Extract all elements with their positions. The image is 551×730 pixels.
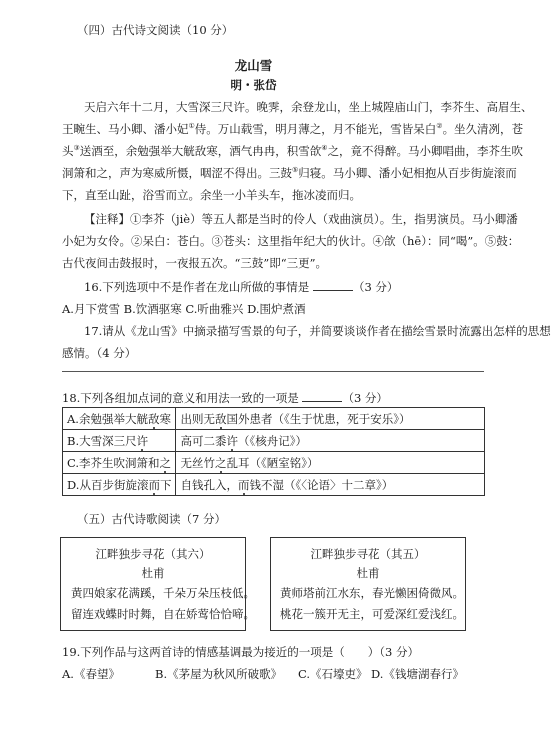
- q16-options: A.月下赏雪 B.饮酒驱寒 C.听曲雅兴 D.围炉煮酒: [62, 302, 306, 316]
- note-mark: ④: [321, 144, 328, 153]
- poem1-author: 杜甫: [141, 566, 165, 580]
- body-line-1: 天启六年十二月，大雪深三尺许。晚霁，余登龙山，坐上城隍庙山门，李芥生、高眉生、: [84, 100, 533, 114]
- table-cell: A.余勉强举大觥敌寒: [63, 408, 176, 430]
- body-line-4: 洞箫和之，声为寒威所慑，咽涩不得出。三鼓⑤归寝。马小卿、潘小妃相抱从百步街旋滚而: [62, 166, 517, 180]
- table-cell: C.李芥生吹洞箫和之: [63, 452, 176, 474]
- table-cell: D.从百步街旋滚而下: [63, 474, 176, 496]
- notes-line-2: 小妃为女伶。②呆白：苍白。③苍头：这里指年纪大的伙计。④欱（hē）：同“喝”。⑤鼓：: [62, 234, 520, 248]
- q17-stem: 17.请从《龙山雪》中摘录描写雪景的句子，并简要谈谈作者在描绘雪景时流露出怎样的思想: [84, 324, 551, 338]
- note-mark: ③: [73, 144, 80, 153]
- q19-option-d: D.《钱塘湖春行》: [371, 667, 464, 681]
- q19-option-b: B.《茅屋为秋风所破歌》: [155, 667, 283, 681]
- poem1-line-2: 留连戏蝶时时舞，自在娇莺恰恰啼。: [71, 607, 255, 621]
- notes-label: 【注释】: [84, 212, 130, 226]
- notes-line-1: 【注释】①李芥（jiè）等五人都是当时的伶人（戏曲演员）。生，指男演员。马小卿潘: [84, 212, 518, 226]
- dotted-word: 一致: [229, 391, 253, 405]
- note-mark: ②: [436, 122, 443, 131]
- answer-blank[interactable]: [302, 391, 342, 402]
- poem2-author: 杜甫: [356, 566, 380, 580]
- table-cell: B.大雪深三尺许: [63, 430, 176, 452]
- poem1-line-1: 黄四娘家花满蹊，千朵万朵压枝低。: [71, 586, 255, 600]
- q16-stem: 16.下列选项中不是作者在龙山所做的事情是 （3 分）: [84, 280, 399, 294]
- table-cell: 自钱孔入，而钱不湿（《〈论语〉十二章》）: [176, 474, 485, 496]
- q19-option-c: C.《石壕吏》: [298, 667, 368, 681]
- body-line-5: 下，直至山趾，浴雪而立。余坐一小羊头车，拖冰凌而归。: [62, 188, 361, 202]
- poem-title: 龙山雪: [234, 58, 273, 73]
- table-row: [63, 452, 485, 474]
- poem-author: 明・张岱: [230, 78, 277, 92]
- note-mark: ①: [188, 122, 195, 131]
- q18-stem: 18.下列各组加点词的意义和用法一致的一项是 （3 分）: [62, 391, 388, 405]
- body-line-3: 头③送酒至，余勉强举大觥敌寒，酒气冉冉，积雪欱④之，竟不得醉。马小卿唱曲，李芥生吹: [62, 144, 524, 158]
- poem-box-2: [270, 537, 466, 631]
- answer-blank[interactable]: [313, 280, 353, 291]
- table-row: [63, 474, 485, 496]
- table-cell: 高可二黍许（《核舟记》）: [176, 430, 485, 452]
- table-cell: 出则无敌国外患者（《生于忧患，死于安乐》）: [176, 408, 485, 430]
- notes-line-3: 古代夜间击鼓报时，一夜报五次。“三鼓”即“三更”。: [62, 256, 328, 270]
- poem2-line-2: 桃花一簇开无主，可爱深红爱浅红。: [280, 607, 464, 621]
- poem2-line-1: 黄师塔前江水东，春光懒困倚微风。: [280, 586, 464, 600]
- table-row: [63, 408, 485, 430]
- q17-stem-2: 感情。（4 分）: [62, 346, 137, 360]
- poem2-title: 江畔独步寻花（其五）: [310, 547, 426, 561]
- q19-option-a: A.《春望》: [62, 667, 120, 681]
- section5-heading: （五）古代诗歌阅读（7 分）: [77, 512, 226, 526]
- poem-box-1: [60, 537, 255, 631]
- q18-table: [62, 407, 485, 496]
- table-row: [63, 430, 485, 452]
- table-cell: 无丝竹之乱耳（《陋室铭》）: [176, 452, 485, 474]
- section4-heading: （四）古代诗文阅读（10 分）: [77, 23, 234, 37]
- note-mark: ⑤: [292, 166, 299, 175]
- body-line-2: 王畹生、马小卿、潘小妃①侍。万山载雪，明月薄之，月不能光，雪皆呆白②。坐久清冽，苍: [62, 122, 524, 136]
- answer-line[interactable]: [62, 371, 484, 372]
- q19-stem: 19.下列作品与这两首诗的情感基调最为接近的一项是（ ）（3 分）: [62, 645, 420, 659]
- poem1-title: 江畔独步寻花（其六）: [95, 547, 211, 561]
